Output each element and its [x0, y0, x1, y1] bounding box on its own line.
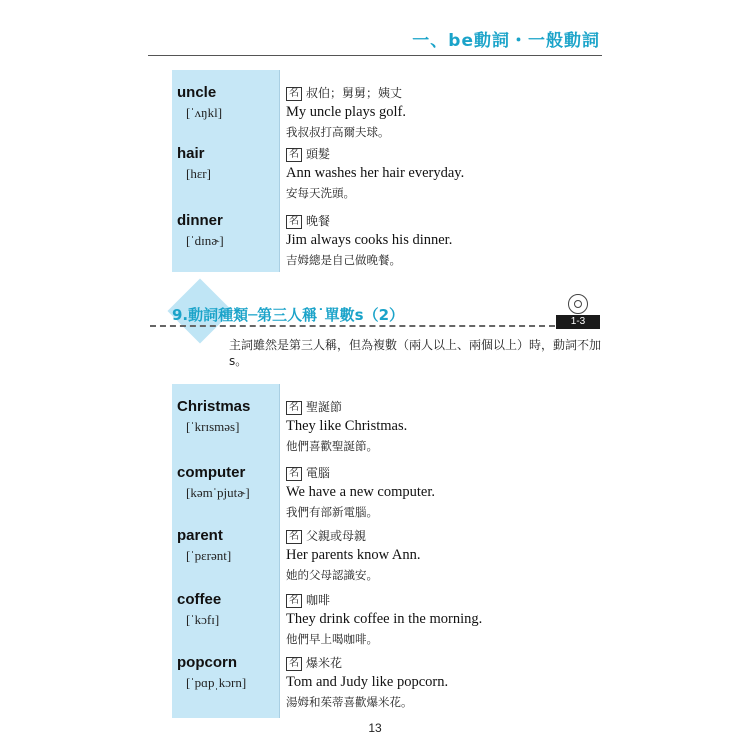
example-sentence: Her parents know Ann.	[286, 547, 421, 563]
example-translation: 我們有部新電腦。	[286, 505, 378, 519]
example-translation: 他們喜歡聖誕節。	[286, 439, 378, 453]
example-translation: 我叔叔打高爾夫球。	[286, 125, 390, 139]
vocab-ipa: [kəmˈpjutɚ]	[186, 485, 250, 500]
example-sentence: My uncle plays golf.	[286, 104, 407, 120]
vocab-meaning-line	[286, 654, 342, 671]
pos-tag: 名	[286, 87, 302, 101]
vocab-word: computer	[177, 464, 246, 481]
vocab-meaning: 電腦	[306, 466, 331, 480]
pos-tag: 名	[286, 657, 302, 671]
vocab-meaning: 聖誕節	[306, 400, 343, 414]
vocab-block-top	[172, 70, 600, 272]
vocab-meaning-line	[286, 212, 330, 229]
header-title: 一、be動詞・一般動詞	[412, 31, 600, 51]
example-sentence: They like Christmas.	[286, 418, 408, 434]
pos-tag: 名	[286, 467, 302, 481]
vocab-ipa: [ˈpɑpˌkɔrn]	[186, 675, 247, 690]
vocab-meaning-line	[286, 398, 342, 415]
example-translation: 她的父母認識安。	[286, 568, 378, 582]
section-note: 主詞雖然是第三人稱，但為複數（兩人以上、兩個以上）時，動詞不加s。	[229, 338, 602, 368]
pos-tag: 名	[286, 530, 302, 544]
page-number: 13	[368, 721, 382, 735]
pos-tag: 名	[286, 401, 302, 415]
vocab-word: hair	[177, 145, 205, 162]
pos-tag: 名	[286, 148, 302, 162]
vocab-meaning: 咖啡	[306, 593, 331, 607]
example-translation: 湯姆和茱蒂喜歡爆米花。	[286, 695, 413, 709]
vocab-meaning-line	[286, 527, 366, 544]
example-sentence: We have a new computer.	[286, 484, 436, 500]
vocab-meaning: 晚餐	[306, 214, 331, 228]
cd-audio-icon[interactable]	[568, 294, 588, 314]
vocab-ipa: [ˈʌŋkl]	[186, 105, 223, 120]
vocab-meaning-line	[286, 464, 330, 481]
example-translation: 他們早上喝咖啡。	[286, 632, 378, 646]
vocab-meaning: 父親或母親	[306, 529, 367, 543]
vocab-word: popcorn	[177, 654, 237, 671]
vocab-meaning: 叔伯；舅舅；姨丈	[306, 86, 403, 100]
vocab-block-bottom	[172, 384, 600, 718]
pos-tag: 名	[286, 215, 302, 229]
track-number-badge: 1-3	[556, 315, 600, 329]
vocab-word: parent	[177, 527, 223, 544]
section-title: 9.動詞種類─第三人稱˙單數s（2）	[172, 306, 405, 324]
vocab-meaning-line	[286, 145, 330, 162]
vocab-ipa: [hɛr]	[186, 166, 211, 181]
vocab-meaning: 頭髮	[306, 147, 331, 161]
header-rule	[148, 55, 602, 56]
vocab-word: coffee	[177, 591, 222, 608]
vocab-meaning-line	[286, 591, 330, 608]
example-translation: 吉姆總是自己做晚餐。	[286, 253, 401, 267]
pos-tag: 名	[286, 594, 302, 608]
vocab-ipa: [ˈdɪnɚ]	[186, 233, 224, 248]
vocab-meaning: 爆米花	[306, 656, 343, 670]
example-sentence: Ann washes her hair everyday.	[286, 165, 465, 181]
vocab-word: uncle	[177, 84, 217, 101]
vocab-ipa: [ˈkɔfɪ]	[186, 612, 220, 627]
dashed-divider	[150, 325, 555, 327]
vocab-ipa: [ˈkrɪsməs]	[186, 419, 240, 434]
example-sentence: They drink coffee in the morning.	[286, 611, 483, 627]
vocab-word: dinner	[177, 212, 223, 229]
example-translation: 安每天洗頭。	[286, 186, 355, 200]
vocab-word: Christmas	[177, 398, 251, 415]
vocab-meaning-line	[286, 84, 402, 101]
example-sentence: Tom and Judy like popcorn.	[286, 674, 449, 690]
vocab-ipa: [ˈpɛrənt]	[186, 548, 232, 563]
example-sentence: Jim always cooks his dinner.	[286, 232, 453, 248]
